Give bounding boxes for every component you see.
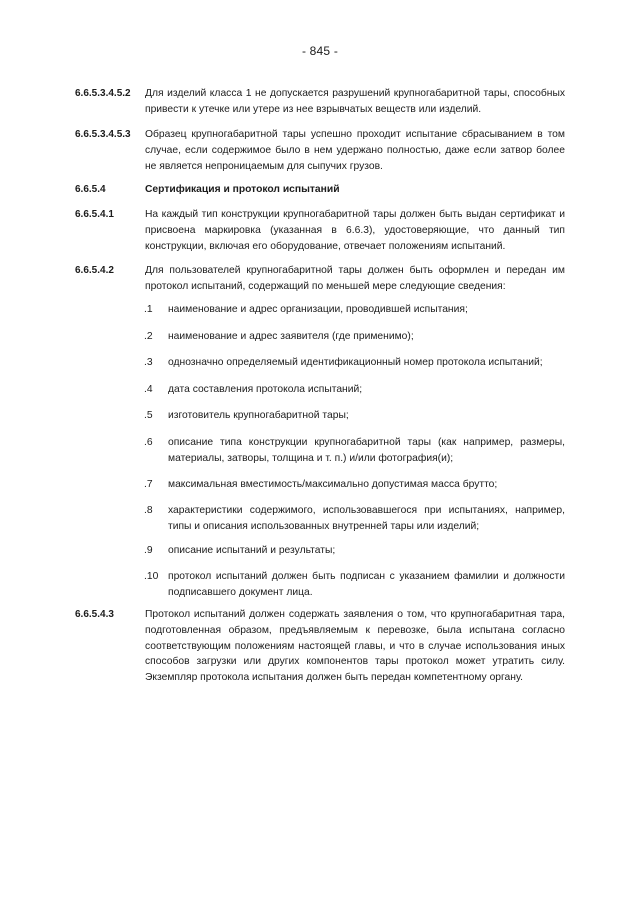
list-item	[144, 329, 565, 345]
paragraph-number: 6.6.5.3.4.5.2	[75, 88, 131, 99]
list-item	[144, 503, 565, 535]
list-item-number: .7	[144, 479, 153, 490]
page-number: - 845 -	[301, 44, 339, 58]
list-item	[144, 543, 565, 559]
list-item-number: .5	[144, 410, 153, 421]
list-item	[144, 302, 565, 318]
list-item-number: .9	[144, 545, 153, 556]
list-item-text: описание испытаний и результаты;	[168, 545, 336, 556]
list-item-number: .8	[144, 505, 153, 516]
paragraph-text: Для пользователей крупногабаритной тары должен быть оформлен и передан им протокол испытаний, содержащий по меньшей мере следующие сведения:	[145, 265, 565, 292]
paragraph-text: На каждый тип конструкции крупногабаритной тары должен быть выдан сертификат и присвоена маркировка (указанная в 6.6.3), удостоверяющие, что данный тип конструкции, включая его оборудование, отвечает положениям испытаний.	[145, 209, 565, 252]
paragraph-text: Протокол испытаний должен содержать заявления о том, что крупногабаритная тара, подготовленная образом, предъявляемым к перевозке, была испытана согласно соответствующим положениям настоящей главы, и что в случае использования иных способов загрузки или других компонентов тары протокол может утратить силу. Экземпляр протокола испытания должен быть передан компетентному органу.	[145, 609, 565, 684]
list-item-text: наименование и адрес организации, проводившей испытания;	[168, 304, 468, 315]
paragraph-6-6-5-4-1	[75, 207, 565, 254]
list-item-number: .6	[144, 437, 153, 448]
list-item-text: максимальная вместимость/максимально допустимая масса брутто;	[168, 479, 498, 490]
list-item	[144, 569, 565, 601]
list-item-number: .4	[144, 384, 153, 395]
list-item-text: характеристики содержимого, использовавшегося при испытаниях, например, типы и описания использованных внутренней тары или изделий;	[168, 505, 565, 532]
list-item-text: протокол испытаний должен быть подписан с указанием фамилии и должности подписавшего документ лица.	[168, 571, 565, 598]
list-item-text: описание типа конструкции крупногабаритной тары (как например, размеры, материалы, затворы, толщина и т. п.) и/или фотография(и);	[168, 437, 565, 464]
list-item	[144, 408, 565, 424]
list-item	[144, 355, 565, 371]
section-number: 6.6.5.4	[75, 184, 106, 195]
list-item-number: .10	[144, 571, 159, 582]
paragraph-6-6-5-3-4-5-3	[75, 127, 565, 174]
list-item	[144, 477, 565, 493]
list-item-number: .3	[144, 357, 153, 368]
list-item-number: .2	[144, 331, 153, 342]
paragraph-6-6-5-3-4-5-2	[75, 86, 565, 118]
paragraph-6-6-5-4-2	[75, 263, 565, 295]
list-item	[144, 382, 565, 398]
paragraph-text: Образец крупногабаритной тары успешно проходит испытание сбрасыванием в том случае, если содержимое было в нем удержано полностью, даже если затвор более не является непроницаемым для сыпучих грузов.	[145, 129, 565, 172]
list-item-text: однозначно определяемый идентификационный номер протокола испытаний;	[168, 357, 543, 368]
paragraph-number: 6.6.5.4.2	[75, 265, 114, 276]
paragraph-text: Для изделий класса 1 не допускается разрушений крупногабаритной тары, способных привести к утечке или утере из нее взрывчатых веществ или изделий.	[145, 88, 565, 115]
paragraph-6-6-5-4-3	[75, 607, 565, 686]
list-item-number: .1	[144, 304, 153, 315]
list-item-text: наименование и адрес заявителя (где применимо);	[168, 331, 414, 342]
paragraph-number: 6.6.5.4.1	[75, 209, 114, 220]
paragraph-number: 6.6.5.3.4.5.3	[75, 129, 131, 140]
list-item-text: дата составления протокола испытаний;	[168, 384, 363, 395]
paragraph-number: 6.6.5.4.3	[75, 609, 114, 620]
list-item-text: изготовитель крупногабаритной тары;	[168, 410, 349, 421]
list-item	[144, 435, 565, 467]
section-title: Сертификация и протокол испытаний	[145, 184, 340, 195]
section-heading-6-6-5-4	[75, 182, 565, 198]
